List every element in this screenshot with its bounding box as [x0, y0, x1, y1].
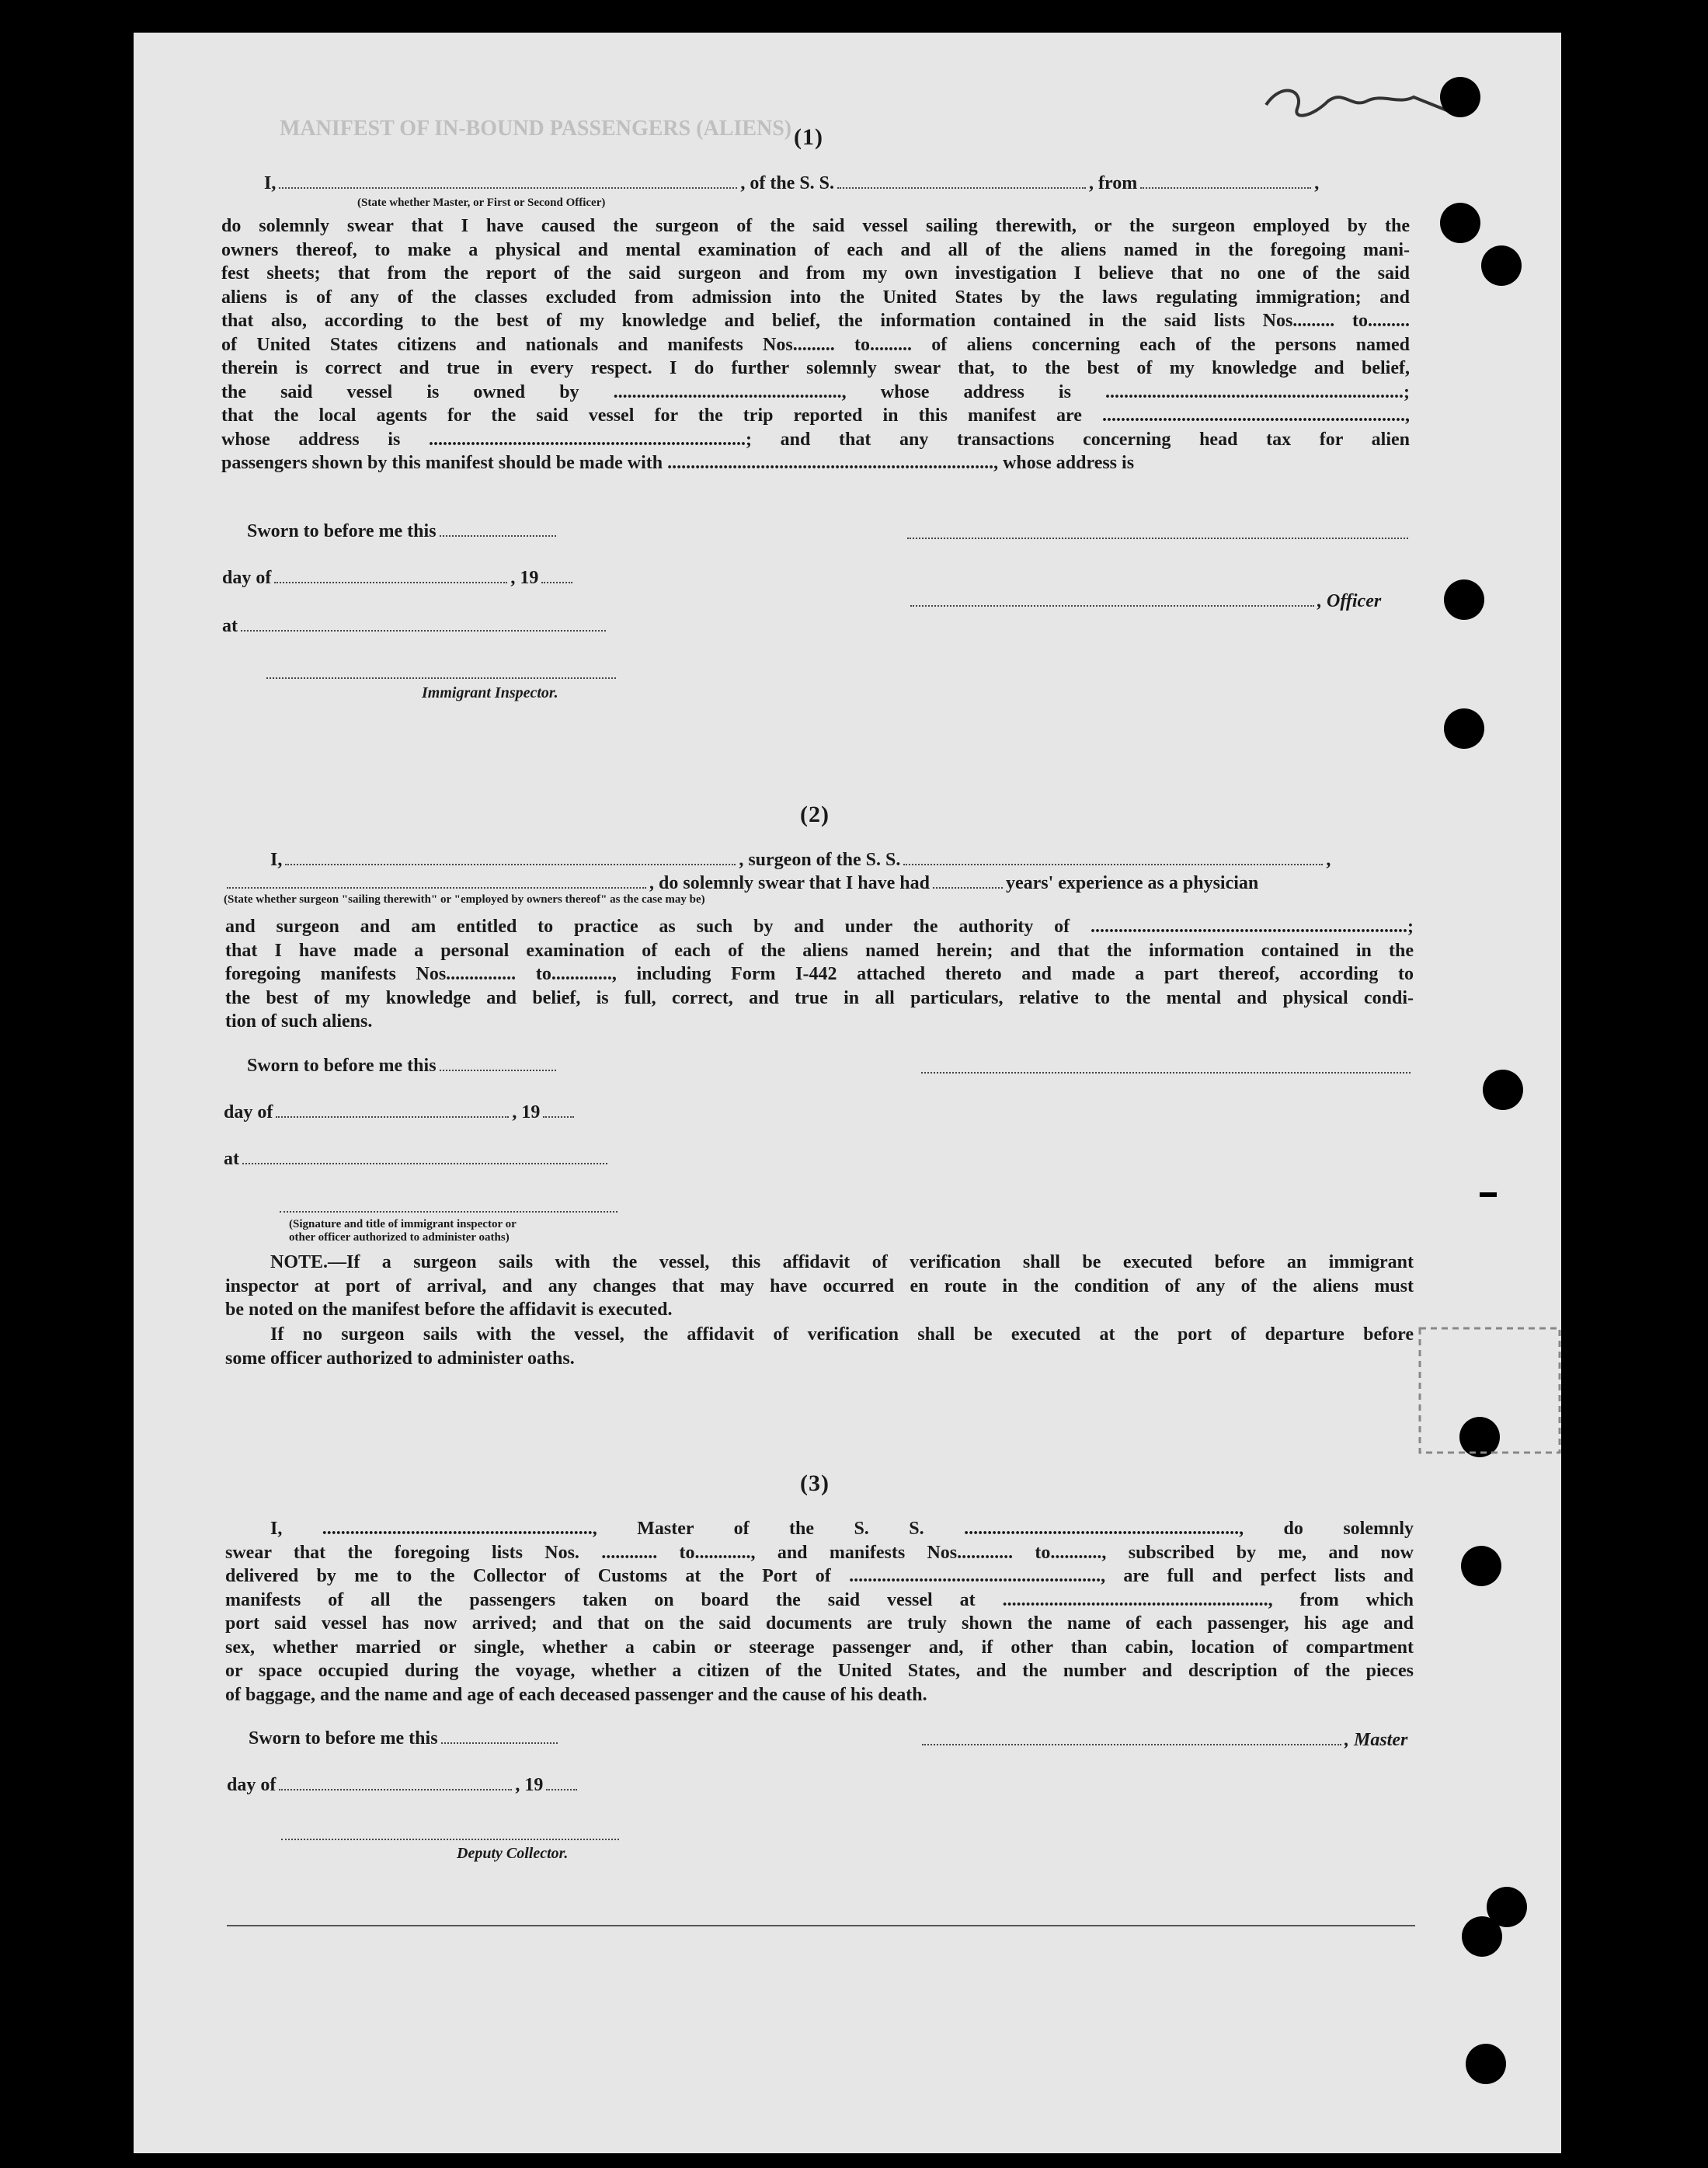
s2-type-field[interactable] [227, 873, 646, 889]
bleed-through-header: MANIFEST OF IN-BOUND PASSENGERS (ALIENS) [280, 117, 792, 141]
s1-at-field[interactable] [241, 616, 606, 632]
text-line: whose address is ....................................................................; and that any transactions concerning head tax for alien [221, 429, 1410, 450]
bottom-rule [227, 1925, 1415, 1926]
text-line: that the local agents for the said vessel for the trip reported in this manifest are ................................................................., [221, 405, 1410, 426]
text-line: owners thereof, to make a physical and mental examination of each and all of the aliens named in the foregoing mani- [221, 239, 1410, 260]
s1-officer-field[interactable] [910, 591, 1314, 607]
s1-sworn-field[interactable] [440, 521, 556, 537]
s3-collector-label: Deputy Collector. [457, 1845, 569, 1862]
text-line: inspector at port of arrival, and any changes that may have occurred en route in the condition of any of the aliens must [225, 1275, 1414, 1296]
s2-sworn: Sworn to before me this [247, 1055, 559, 1077]
s1-officer: , Officer [907, 590, 1381, 612]
text-line: I, .........................................................., Master of the S. S. ..........................................................., do solemnly [270, 1519, 1414, 1539]
s2-years-field[interactable] [933, 873, 1003, 889]
s1-inspector-label: Immigrant Inspector. [422, 684, 558, 701]
s2-vessel-field[interactable] [903, 850, 1323, 865]
s3-master-field[interactable] [922, 1730, 1341, 1745]
s2-sworn-field[interactable] [440, 1056, 556, 1071]
text-line: therein is correct and true in every respect. I do further solemnly swear that, to the best of my knowledge and belief, [221, 358, 1410, 378]
s1-rank-field[interactable] [279, 173, 737, 189]
s2-note [225, 1251, 1414, 1322]
s2-at: at [224, 1148, 610, 1170]
s2-type-note: (State whether surgeon "sailing therewith" or "employed by owners thereof" as the case may be) [224, 893, 705, 906]
s3-day-field[interactable] [279, 1775, 512, 1790]
s1-signature-line[interactable] [907, 536, 1408, 539]
text-line: manifests of all the passengers taken on board the said vessel at ........................................................., from which [225, 1589, 1414, 1610]
section-2-number: (2) [800, 802, 830, 827]
text-line: that I have made a personal examination of each of the aliens named herein; and that the information contained in the [225, 940, 1414, 961]
text-line: port said vessel has now arrived; and that on the said documents are truly shown the name of each passenger, his age and [225, 1613, 1414, 1634]
s1-body [221, 214, 1410, 475]
text-line: be noted on the manifest before the affidavit is executed. [225, 1300, 673, 1320]
s2-name-field[interactable] [285, 850, 736, 865]
text-line: of baggage, and the name and age of each deceased passenger and the cause of his death. [225, 1684, 927, 1705]
text-line: that also, according to the best of my knowledge and belief, the information contained in the said lists Nos......... to......... [221, 311, 1410, 331]
text-line: the said vessel is owned by ................................................., whose address is ................................................................; [221, 381, 1410, 402]
section-3-number: (3) [800, 1470, 830, 1496]
note-text: If no surgeon sails with the vessel, the affidavit of verification shall be executed at the port of departure before [270, 1324, 1414, 1345]
s2-day-field[interactable] [276, 1102, 509, 1118]
s2-at-field[interactable] [242, 1149, 607, 1164]
s3-day-of: day of , 19 [227, 1774, 580, 1796]
s1-sworn: Sworn to before me this [247, 520, 559, 542]
note-text: —If a surgeon sails with the vessel, this affidavit of verification shall be executed before an immigrant [328, 1252, 1414, 1272]
text-line: foregoing manifests Nos............... to............., including Form I-442 attached thereto and made a part thereof, according to [225, 964, 1414, 984]
s1-rank-note: (State whether Master, or First or Second Officer) [357, 197, 606, 209]
s3-sworn-field[interactable] [441, 1728, 558, 1744]
text-line: the best of my knowledge and belief, is full, correct, and true in all particulars, relative to the mental and physical condi- [225, 987, 1414, 1008]
s1-year-field[interactable] [541, 568, 572, 583]
text-line: delivered by me to the Collector of Customs at the Port of ......................................................, are full and perfect lists and [225, 1566, 1414, 1586]
s1-from-field[interactable] [1140, 173, 1311, 189]
s1-inspector-line[interactable] [266, 676, 616, 679]
s1-day-of: day of , 19 [222, 567, 576, 589]
s2-inspector-line[interactable] [280, 1209, 617, 1213]
text-line: passengers shown by this manifest should be made with ......................................................................, whose address is [221, 453, 1135, 473]
s2-day-of: day of , 19 [224, 1101, 577, 1123]
text-line: and surgeon and am entitled to practice as such by and under the authority of ....................................................................; [225, 917, 1414, 937]
s2-signature-note-2: other officer authorized to administer oaths) [289, 1231, 510, 1244]
text-line: some officer authorized to administer oaths. [225, 1348, 575, 1369]
text-line [225, 1323, 1414, 1347]
s3-sworn: Sworn to before me this [249, 1728, 561, 1749]
s2-body [225, 915, 1414, 1034]
text-line [225, 1251, 1414, 1275]
section-1-number: (1) [794, 124, 823, 150]
s1-vessel-field[interactable] [837, 173, 1086, 189]
s2-note-2 [225, 1323, 1414, 1370]
s3-master: , Master [919, 1729, 1407, 1751]
s3-year-field[interactable] [546, 1775, 577, 1790]
s2-line1: I, , surgeon of the S. S. , [270, 850, 1331, 870]
s1-line1: I, , of the S. S. , from , [264, 173, 1320, 193]
handwritten-mark [1258, 74, 1460, 128]
s2-signature-line[interactable] [921, 1070, 1411, 1074]
s2-signature-note-1: (Signature and title of immigrant inspector or [289, 1218, 517, 1230]
text-line: fest sheets; that from the report of the said surgeon and from my own investigation I believe that no one of the said [221, 263, 1410, 284]
s3-body [225, 1517, 1414, 1707]
s3-collector-line[interactable] [281, 1837, 619, 1840]
note-label: NOTE. [270, 1252, 329, 1272]
s2-line2: , do solemnly swear that I have had years' experience as a physician [224, 872, 1258, 894]
text-line: aliens is of any of the classes excluded from admission into the United States by the laws regulating immigration; and [221, 287, 1410, 308]
text-line: of United States citizens and nationals and manifests Nos......... to......... of aliens concerning each of the persons named [221, 334, 1410, 355]
s1-at: at [222, 615, 609, 637]
s1-day-field[interactable] [274, 568, 507, 583]
text-line: swear that the foregoing lists Nos. ............ to............, and manifests Nos............ to..........., subscribed by me, and now [225, 1542, 1414, 1563]
text-line: or space occupied during the voyage, whether a citizen of the United States, and the number and description of the pieces [225, 1661, 1414, 1681]
text-line: tion of such aliens. [225, 1011, 373, 1032]
text-line: sex, whether married or single, whether a cabin or steerage passenger and, if other than cabin, location of compartment [225, 1637, 1414, 1658]
s2-year-field[interactable] [543, 1102, 574, 1118]
text-line: do solemnly swear that I have caused the surgeon of the said vessel sailing therewith, or the surgeon employed by the [221, 216, 1410, 236]
